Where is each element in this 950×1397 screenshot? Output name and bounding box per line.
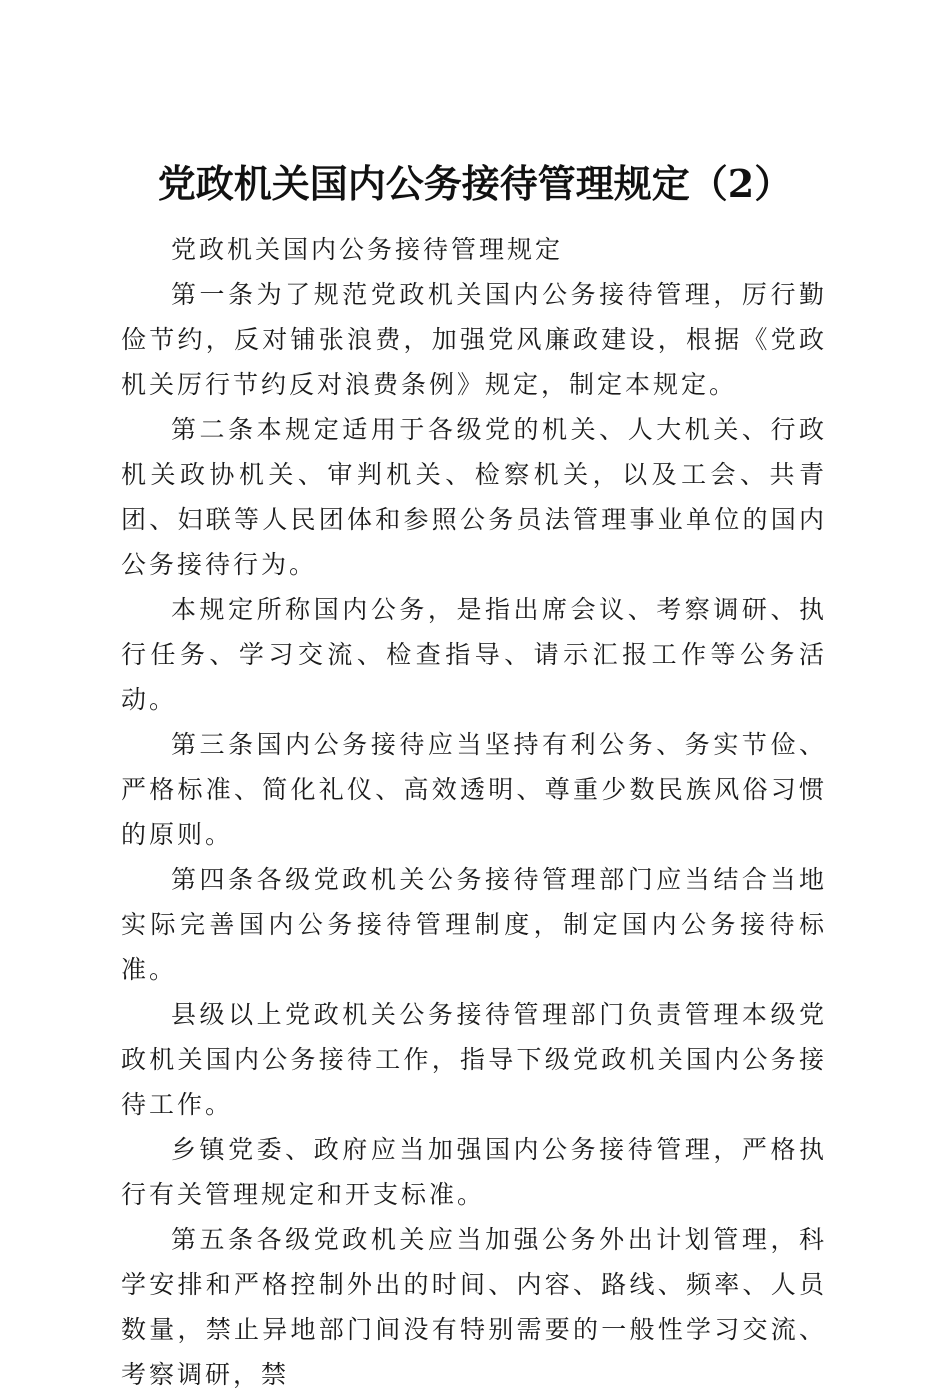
paragraph: 县级以上党政机关公务接待管理部门负责管理本级党政机关国内公务接待工作，指导下级党政机关国内公务接待工作。 bbox=[121, 1000, 827, 1119]
paragraph: 第三条国内公务接待应当坚持有利公务、务实节俭、严格标准、简化礼仪、高效透明、尊重少数民族风俗习惯的原则。 bbox=[121, 730, 827, 849]
paragraph: 乡镇党委、政府应当加强国内公务接待管理，严格执行有关管理规定和开支标准。 bbox=[121, 1135, 827, 1209]
paragraph: 第一条为了规范党政机关国内公务接待管理，厉行勤俭节约，反对铺张浪费，加强党风廉政建设，根据《党政机关厉行节约反对浪费条例》规定，制定本规定。 bbox=[121, 280, 827, 399]
paragraph: 第四条各级党政机关公务接待管理部门应当结合当地实际完善国内公务接待管理制度，制定国内公务接待标准。 bbox=[121, 865, 827, 984]
paragraph: 本规定所称国内公务，是指出席会议、考察调研、执行任务、学习交流、检查指导、请示汇报工作等公务活动。 bbox=[121, 595, 827, 714]
paragraph: 第二条本规定适用于各级党的机关、人大机关、行政机关政协机关、审判机关、检察机关，以及工会、共青团、妇联等人民团体和参照公务员法管理事业单位的国内公务接待行为。 bbox=[121, 415, 827, 579]
document-body bbox=[121, 227, 827, 1397]
document-title: 党政机关国内公务接待管理规定（2） bbox=[157, 161, 793, 207]
paragraph: 党政机关国内公务接待管理规定 bbox=[171, 235, 564, 264]
paragraph: 第五条各级党政机关应当加强公务外出计划管理，科学安排和严格控制外出的时间、内容、路线、频率、人员数量，禁止异地部门间没有特别需要的一般性学习交流、考察调研，禁 bbox=[121, 1225, 827, 1389]
